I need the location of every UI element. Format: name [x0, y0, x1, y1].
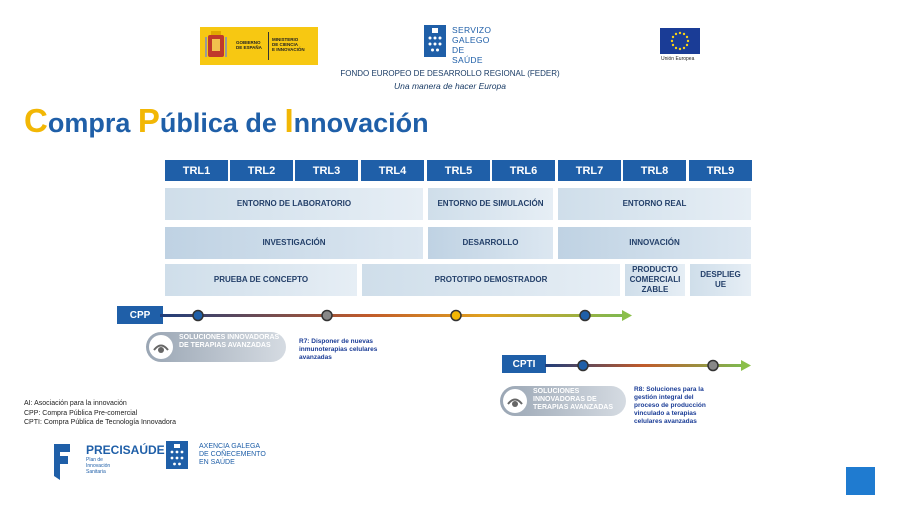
milestone-dot [578, 361, 588, 371]
servizo-label: SERVIZO GALEGO DE SAÚDE [452, 25, 492, 65]
stage-investigacion: INVESTIGACIÓN [165, 227, 423, 259]
trl-cell: TRL8 [623, 160, 686, 181]
trl-cell: TRL5 [427, 160, 490, 181]
output-despliegue: DESPLIEGUE [690, 264, 751, 296]
trl-cell: TRL3 [295, 160, 358, 181]
output-producto: PRODUCTO COMERCIALIZABLE [625, 264, 685, 296]
trl-cell: TRL6 [492, 160, 555, 181]
gobierno-espana-logo [200, 27, 318, 65]
trl-cell: TRL7 [558, 160, 621, 181]
therapy-icon [503, 389, 527, 413]
corner-square [846, 467, 875, 495]
cpti-note: R8: Soluciones para la gestión integral del proceso de producción vinculado a terapias celulares avanzadas [634, 386, 706, 425]
milestone-dot [708, 361, 718, 371]
feder-subtitle: Una manera de hacer Europa [394, 81, 506, 91]
env-real: ENTORNO REAL [558, 188, 751, 220]
axencia-label: AXENCIA GALEGA DE COÑECEMENTO EN SAÚDE [199, 443, 266, 466]
therapy-icon [149, 335, 173, 359]
legend-item: CPP: Compra Pública Pre-comercial [24, 409, 138, 417]
milestone-dot [322, 311, 332, 321]
output-prototipo: PROTOTIPO DEMOSTRADOR [362, 264, 620, 296]
cpp-timeline [160, 306, 635, 324]
eu-label: Unión Europea [661, 56, 695, 62]
precisaude-name: PRECISAÚDE [86, 443, 165, 457]
output-prueba: PRUEBA DE CONCEPTO [165, 264, 357, 296]
galicia-shield-icon [166, 441, 188, 469]
legend-item: CPTI: Compra Pública de Tecnología Innovadora [24, 419, 177, 426]
feder-title: FONDO EUROPEO DE DESARROLLO REGIONAL (FEDER) [340, 69, 560, 78]
galicia-shield-icon [424, 25, 446, 57]
legend [24, 399, 176, 428]
precisaude-logo-icon [50, 442, 72, 482]
cpti-solution-pill: SOLUCIONES INNOVADORAS DE TERAPIAS AVANZADAS [500, 386, 626, 416]
cpp-solution-pill: SOLUCIONES INNOVADORAS DE TERAPIAS AVANZADAS [146, 332, 286, 362]
trl-cell: TRL9 [689, 160, 752, 181]
precisaude-subtitle: Plan de Innovación Sanitaria [86, 457, 111, 475]
eu-flag-icon [660, 28, 700, 54]
page-title: Compra Pública de Innovación [24, 102, 429, 139]
cpp-note: R7: Disponer de nuevas inmunoterapias celulares avanzadas [299, 338, 378, 361]
trl-cell: TRL4 [361, 160, 424, 181]
trl-cell: TRL2 [230, 160, 293, 181]
cpp-label: CPP [117, 306, 163, 324]
legend-item: AI: Asociación para la innovación [24, 400, 127, 407]
stage-innovacion: INNOVACIÓN [558, 227, 751, 259]
cpti-label: CPTI [502, 355, 546, 373]
gov-label: GOBIERNO DE ESPAÑA [236, 40, 262, 50]
cpti-timeline [545, 356, 755, 374]
stage-desarrollo: DESARROLLO [428, 227, 553, 259]
env-laboratorio: ENTORNO DE LABORATORIO [165, 188, 423, 220]
ministry-label: MINISTERIO DE CIENCIA E INNOVACIÓN [272, 37, 305, 52]
milestone-dot [580, 311, 590, 321]
coat-of-arms-icon [205, 31, 227, 61]
milestone-dot [193, 311, 203, 321]
milestone-dot [451, 311, 461, 321]
env-simulacion: ENTORNO DE SIMULACIÓN [428, 188, 553, 220]
trl-cell: TRL1 [165, 160, 228, 181]
